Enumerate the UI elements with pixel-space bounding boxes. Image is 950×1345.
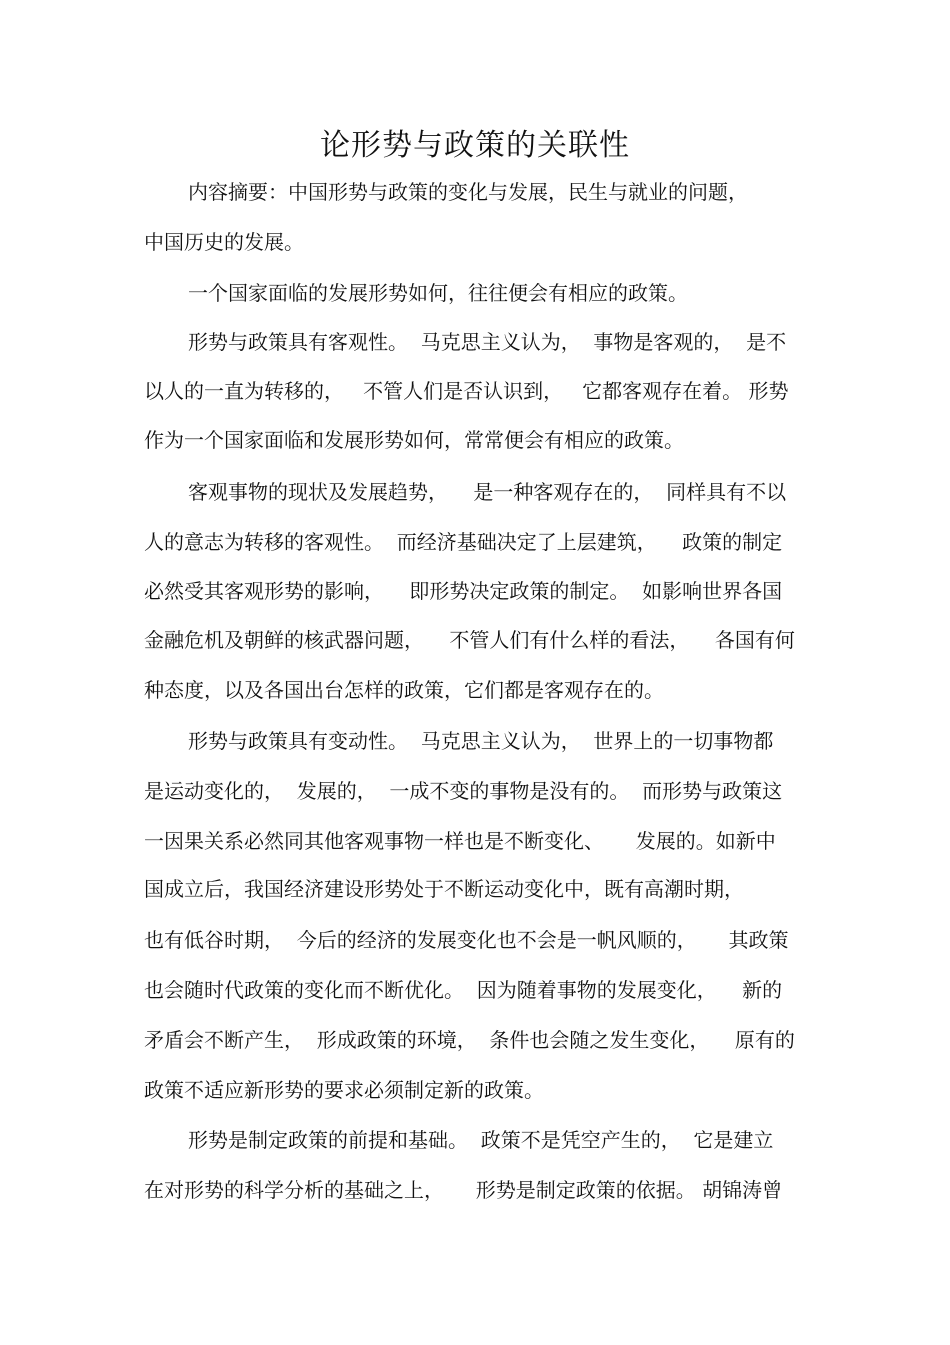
document-title: 论形势与政策的关联性 bbox=[320, 128, 630, 163]
text-line: 形势是制定政策的前提和基础。 政策不是凭空产生的， 它是建立 bbox=[188, 1128, 774, 1152]
text-line: 政策不适应新形势的要求必须制定新的政策。 bbox=[144, 1078, 544, 1102]
text-line: 人的意志为转移的客观性。 而经济基础决定了上层建筑， 政策的制定 bbox=[144, 530, 783, 554]
text-line: 矛盾会不断产生， 形成政策的环境， 条件也会随之发生变化， 原有的 bbox=[144, 1028, 795, 1052]
text-line: 内容摘要：中国形势与政策的变化与发展，民生与就业的问题， bbox=[188, 180, 748, 204]
text-line: 是运动变化的， 发展的， 一成不变的事物是没有的。 而形势与政策这 bbox=[144, 779, 783, 803]
text-line: 作为一个国家面临和发展形势如何，常常便会有相应的政策。 bbox=[144, 428, 684, 452]
text-line: 在对形势的科学分析的基础之上， 形势是制定政策的依据。 胡锦涛曾 bbox=[144, 1178, 783, 1202]
text-line: 一个国家面临的发展形势如何，往往便会有相应的政策。 bbox=[188, 281, 688, 305]
text-line: 形势与政策具有客观性。 马克思主义认为， 事物是客观的， 是不 bbox=[188, 330, 787, 354]
text-line: 必然受其客观形势的影响， 即形势决定政策的制定。 如影响世界各国 bbox=[144, 579, 783, 603]
text-line: 以人的一直为转移的， 不管人们是否认识到， 它都客观存在着。 形势 bbox=[144, 379, 789, 403]
text-line: 一因果关系必然同其他客观事物一样也是不断变化、 发展的。如新中 bbox=[144, 829, 776, 853]
text-line: 金融危机及朝鲜的核武器问题， 不管人们有什么样的看法， 各国有何 bbox=[144, 628, 795, 652]
text-line: 也有低谷时期， 今后的经济的发展变化也不会是一帆风顺的， 其政策 bbox=[144, 928, 789, 952]
text-line: 国成立后，我国经济建设形势处于不断运动变化中，既有高潮时期， bbox=[144, 877, 744, 901]
text-line: 中国历史的发展。 bbox=[144, 230, 304, 254]
text-line: 形势与政策具有变动性。 马克思主义认为， 世界上的一切事物都 bbox=[188, 729, 774, 753]
text-line: 种态度，以及各国出台怎样的政策，它们都是客观存在的。 bbox=[144, 678, 664, 702]
text-line: 也会随时代政策的变化而不断优化。 因为随着事物的发展变化， 新的 bbox=[144, 978, 783, 1002]
text-line: 客观事物的现状及发展趋势， 是一种客观存在的， 同样具有不以 bbox=[188, 480, 787, 504]
